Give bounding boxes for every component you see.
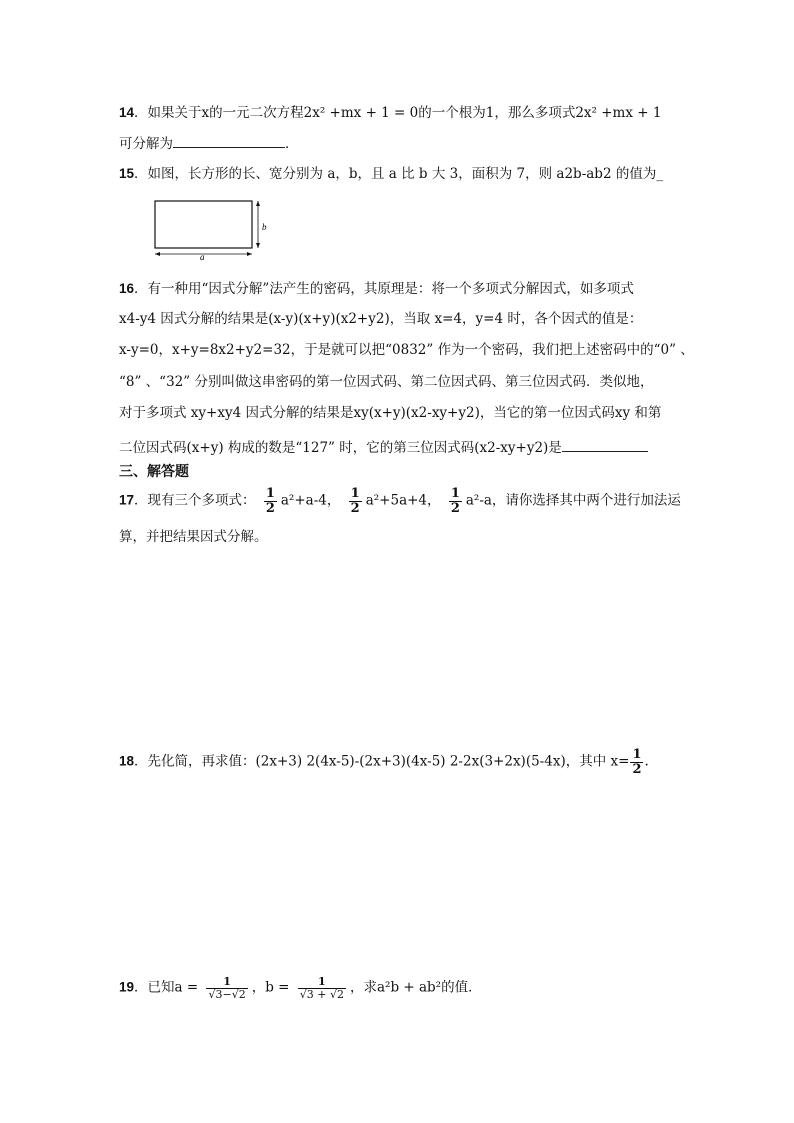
q16-text-1: ．有一种用“因式分解”法产生的密码，其原理是：将一个多项式分解因式，如多项式 — [134, 281, 634, 297]
q17-fraction-2: $\frac{1}{2}$ — [350, 486, 360, 516]
rectangle-shape — [155, 201, 252, 248]
q16-answer-blank[interactable] — [562, 439, 648, 452]
q16-line2 — [119, 313, 642, 327]
q16-text-3: x-y=0，x+y=8x2+y2=32，于是就可以把“0832” 作为一个密码，我们把上述密码中的“0” 、 — [119, 342, 694, 358]
label-b: b — [262, 222, 267, 232]
q16-number: 16 — [119, 281, 135, 296]
q18-line — [119, 748, 649, 776]
q17-poly-2: a²+5a+4， — [365, 492, 441, 509]
b-arrow-top — [256, 201, 260, 206]
q18-fraction: $\frac{1}{2}$ — [632, 747, 642, 777]
q17-fraction-3: $\frac{1}{2}$ — [450, 486, 460, 516]
q17-line1 — [119, 487, 681, 515]
q14-text: ．如果关于x的一元二次方程2x² +mx + 1 = 0的一个根为1，那么多项式2x² +mx + 1 — [134, 105, 662, 121]
q19-lead: ．已知a = — [134, 979, 199, 996]
rectangle-figure — [147, 196, 277, 262]
q19-line — [119, 976, 482, 1000]
q16-line6 — [119, 439, 648, 456]
q17-poly-3: a²-a，请你选择其中两个进行加法运 — [465, 492, 681, 509]
q16-text-2: x4-y4 因式分解的结果是(x-y)(x+y)(x2+y2)，当取 x=4，y=4 时，各个因式的值是： — [119, 311, 643, 327]
q19-mid: ，b = — [251, 979, 290, 996]
q16-text-4: “8” 、“32” 分别叫做这串密码的第一位因式码、第二位因式码、第三位因式码．类似地， — [119, 374, 654, 390]
q16-line3 — [119, 344, 694, 358]
label-a: a — [200, 252, 205, 262]
q16-line1 — [119, 282, 634, 297]
q19-fraction-a: $\frac{1}{√3-√2}$ — [208, 975, 246, 1001]
q18-number: 18 — [119, 753, 135, 769]
q17-poly-1: a²+a-4， — [280, 492, 341, 509]
q14-number: 14 — [119, 105, 135, 120]
q17-line2 — [119, 531, 268, 545]
b-arrow-bottom — [256, 243, 260, 248]
q14-end: ． — [285, 136, 299, 152]
q18-end: . — [644, 753, 649, 770]
q14-line1 — [119, 106, 661, 121]
q17-lead: ．现有三个多项式： — [134, 492, 256, 509]
q16-text-6: 二位因式码(x+y) 构成的数是“127” 时，它的第三位因式码(x2-xy+y2)是 — [119, 440, 562, 456]
q17-fraction-1: $\frac{1}{2}$ — [265, 486, 275, 516]
q14-line2 — [119, 135, 299, 152]
q17-number: 17 — [119, 492, 135, 508]
q15-text: ．如图，长方形的长、宽分别为 a，b，且 a 比 b 大 3，面积为 7，则 a2b-ab2 的值为_ — [134, 166, 664, 182]
q15-line — [119, 167, 663, 182]
a-arrow-left — [155, 252, 160, 256]
q16-text-5: 对于多项式 xy+xy4 因式分解的结果是xy(x+y)(x2-xy+y2)，当它的第一位因式码xy 和第 — [119, 405, 662, 421]
q15-number: 15 — [119, 166, 135, 181]
q19-fraction-b: $\frac{1}{√3 + √2}$ — [299, 975, 344, 1001]
section-heading: 三、解答题 — [119, 463, 189, 479]
a-arrow-right — [247, 252, 252, 256]
q18-text: ．先化简，再求值：(2x+3) 2(4x-5)-(2x+3)(4x-5) 2-2x(3+2x)(5-4x)，其中 x= — [134, 753, 630, 770]
q17-text-2: 算，并把结果因式分解。 — [119, 529, 268, 545]
q16-line5 — [119, 407, 661, 421]
q19-number: 19 — [119, 979, 135, 995]
q16-line4 — [119, 376, 653, 390]
q19-end: ，求a²b + ab²的值． — [350, 979, 482, 996]
q14-text-2: 可分解为 — [119, 136, 173, 152]
q14-answer-blank[interactable] — [173, 135, 285, 148]
